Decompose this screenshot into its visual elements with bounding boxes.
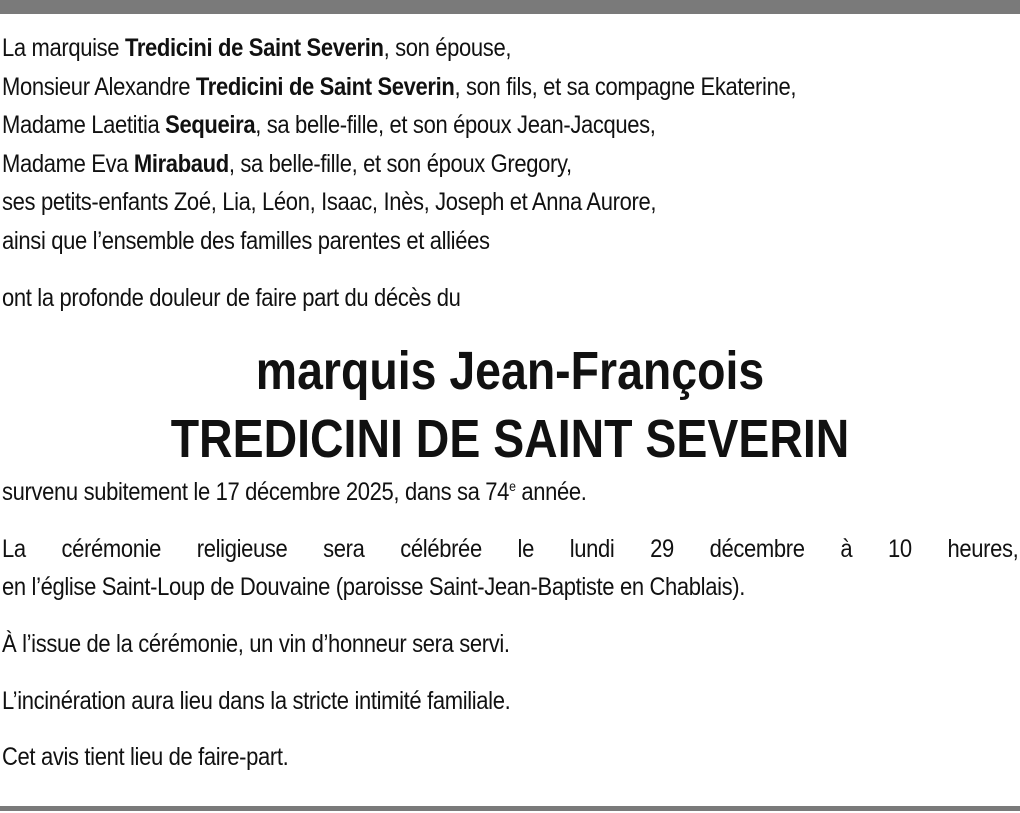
family-line-wife: La marquise Tredicini de Saint Severin, son épouse, [2,34,512,62]
family-surname: Tredicini de Saint Severin [124,34,384,62]
family-line-daughter-in-law-2: Madame Eva Mirabaud, sa belle-fille, et son époux Gregory, [2,149,572,178]
family-surname: Tredicini de Saint Severin [195,72,455,101]
ordinal-superscript: e [509,478,516,495]
family-line-daughter-in-law-1: Madame Laetitia Sequeira, sa belle-fille, et son époux Jean-Jacques, [2,111,656,140]
death-notice [2,29,1018,777]
family-surname: Sequeira [165,111,256,140]
top-border-rule [0,0,1020,14]
deceased-surname: TREDICINI DE SAINT SEVERIN [170,409,850,470]
ceremony-line-1: La cérémonie religieuse sera célébrée le lundi 29 décembre à 10 heures, [2,534,1019,563]
family-line-relatives: ainsi que l’ensemble des familles parentes et alliées [2,226,490,255]
cremation-line: L’incinération aura lieu dans la stricte intimité familiale. [2,686,511,715]
family-line-grandchildren: ses petits-enfants Zoé, Lia, Léon, Isaac, Inès, Joseph et Anna Aurore, [2,188,657,217]
bottom-border-rule [0,806,1020,811]
family-surname: Mirabaud [133,149,229,178]
reception-line: À l’issue de la cérémonie, un vin d’honneur sera servi. [2,629,510,658]
announcement-line: ont la profonde douleur de faire part du décès du [2,283,461,312]
closing-line: Cet avis tient lieu de faire-part. [2,743,289,772]
death-date-line: survenu subitement le 17 décembre 2025, dans sa 74e année. [2,478,587,507]
deceased-title-name: marquis Jean-François [255,341,765,402]
family-line-son: Monsieur Alexandre Tredicini de Saint Severin, son fils, et sa compagne Ekaterine, [2,72,797,101]
ceremony-line-2: en l’église Saint-Loup de Douvaine (paroisse Saint-Jean-Baptiste en Chablais). [2,573,746,602]
